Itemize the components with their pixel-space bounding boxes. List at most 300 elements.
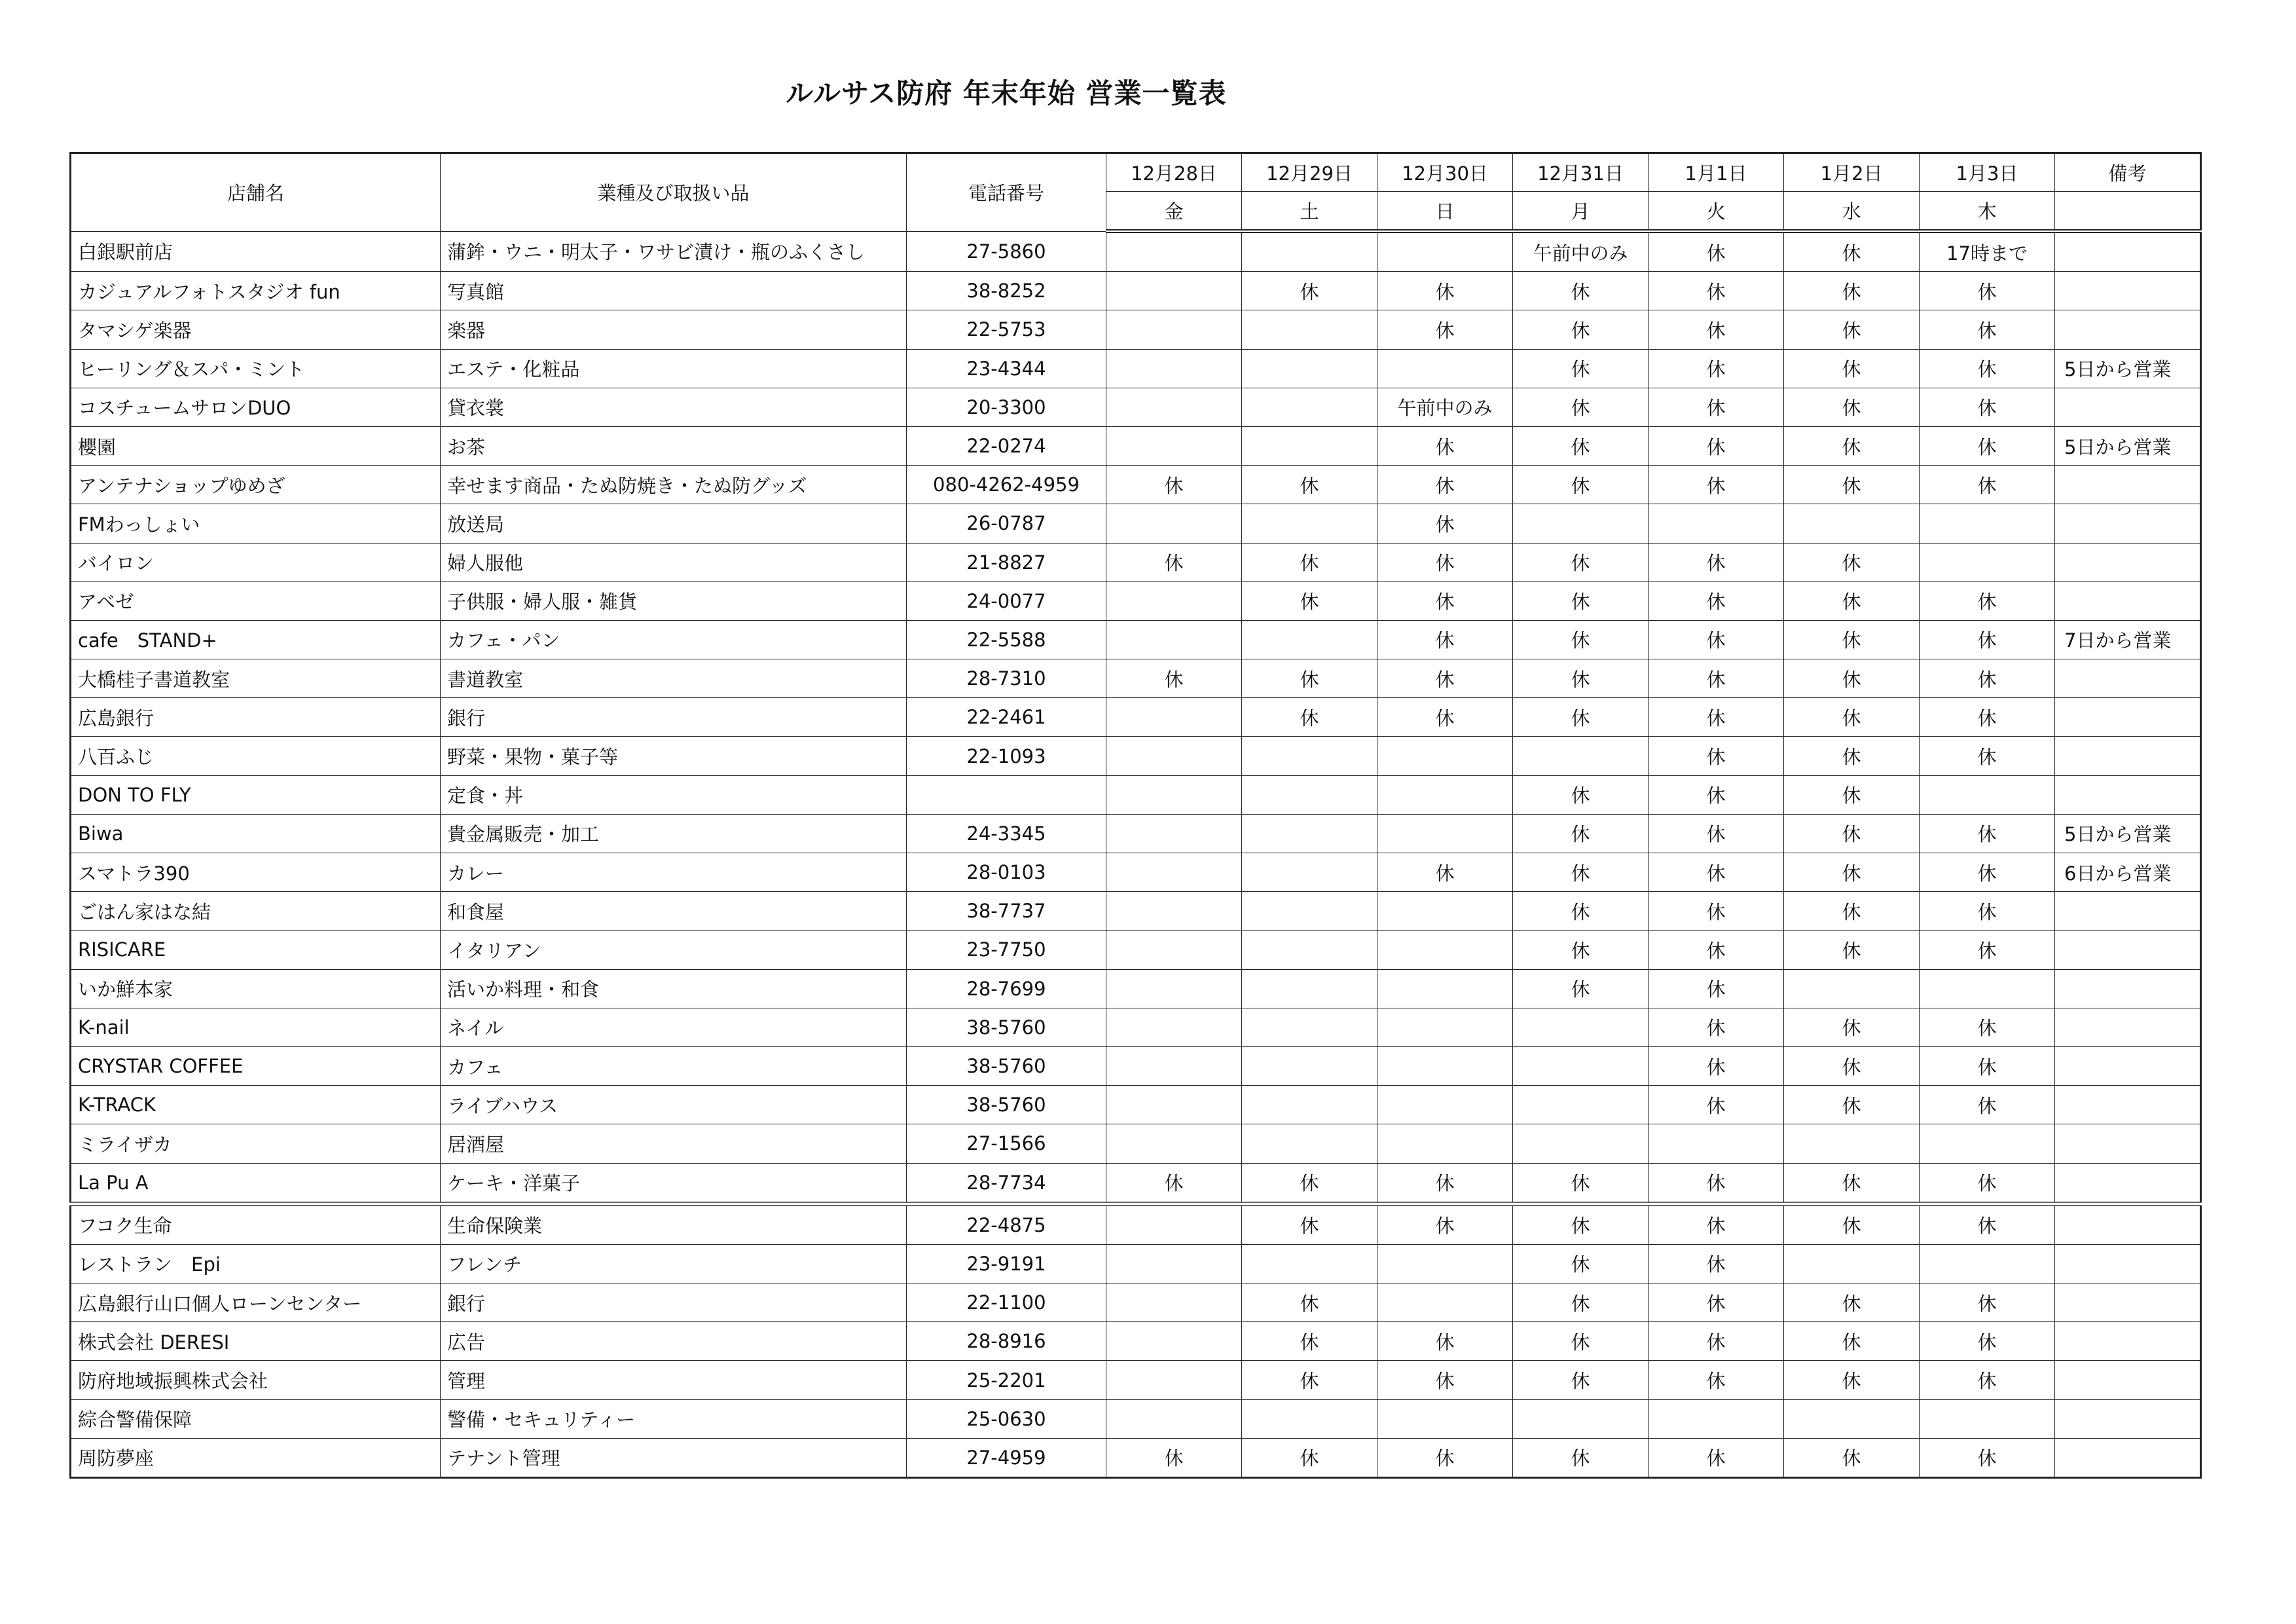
day-status-cell: 休	[1649, 814, 1784, 853]
day-status-cell	[1377, 814, 1513, 853]
day-status-cell	[1784, 1124, 1920, 1163]
day-status-cell: 休	[1377, 272, 1513, 310]
business-cell: カレー	[441, 853, 907, 892]
day-status-cell: 休	[1513, 620, 1649, 659]
note-cell: 7日から営業	[2055, 620, 2201, 659]
store-name-cell: ごはん家はな結	[71, 892, 441, 931]
day-status-cell: 休	[1513, 1361, 1649, 1399]
day-status-cell	[1377, 969, 1513, 1008]
day-status-cell: 休	[1784, 543, 1920, 581]
day-status-cell	[1106, 426, 1242, 465]
header-weekday: 水	[1784, 192, 1920, 232]
day-status-cell: 休	[1377, 581, 1513, 620]
note-cell	[2055, 231, 2201, 272]
day-status-cell: 休	[1784, 388, 1920, 426]
phone-cell: 38-5760	[907, 1086, 1106, 1124]
day-status-cell	[1106, 698, 1242, 737]
day-status-cell	[1513, 504, 1649, 543]
day-status-cell: 休	[1649, 1204, 1784, 1244]
day-status-cell: 休	[1784, 892, 1920, 931]
phone-cell: 27-1566	[907, 1124, 1106, 1163]
business-cell: ケーキ・洋菓子	[441, 1163, 907, 1204]
header-weekday: 月	[1513, 192, 1649, 232]
business-cell: 幸せます商品・たぬ防焼き・たぬ防グッズ	[441, 466, 907, 504]
day-status-cell	[1377, 1086, 1513, 1124]
day-status-cell: 休	[1920, 1204, 2055, 1244]
business-cell: 和食屋	[441, 892, 907, 931]
table-header	[71, 153, 2201, 232]
day-status-cell	[1920, 775, 2055, 814]
day-status-cell: 休	[1784, 1086, 1920, 1124]
day-status-cell	[1513, 1008, 1649, 1046]
day-status-cell: 休	[1920, 1046, 2055, 1085]
day-status-cell: 休	[1649, 737, 1784, 775]
day-status-cell: 休	[1377, 1322, 1513, 1361]
day-status-cell	[1242, 231, 1377, 272]
business-cell: 婦人服他	[441, 543, 907, 581]
table-row	[71, 272, 2201, 310]
store-name-cell: スマトラ390	[71, 853, 441, 892]
day-status-cell: 休	[1920, 814, 2055, 853]
page-title: ルルサス防府 年末年始 営業一覧表	[786, 77, 1227, 109]
day-status-cell: 休	[1920, 698, 2055, 737]
header-note-blank	[2055, 192, 2201, 232]
day-status-cell: 休	[1920, 1086, 2055, 1124]
day-status-cell	[1242, 853, 1377, 892]
day-status-cell	[1377, 231, 1513, 272]
day-status-cell	[1649, 504, 1784, 543]
store-name-cell: 防府地域振興株式会社	[71, 1361, 441, 1399]
day-status-cell	[1784, 504, 1920, 543]
day-status-cell	[1513, 1124, 1649, 1163]
store-name-cell: フコク生命	[71, 1204, 441, 1244]
day-status-cell: 休	[1920, 853, 2055, 892]
day-status-cell: 休	[1513, 543, 1649, 581]
day-status-cell	[1513, 1399, 1649, 1438]
note-cell	[2055, 1124, 2201, 1163]
table-row	[71, 1438, 2201, 1477]
day-status-cell	[1377, 1008, 1513, 1046]
day-status-cell: 休	[1513, 466, 1649, 504]
day-status-cell	[1377, 1244, 1513, 1283]
day-status-cell: 休	[1649, 349, 1784, 388]
note-cell	[2055, 272, 2201, 310]
table-row	[71, 969, 2201, 1008]
day-status-cell: 休	[1513, 1283, 1649, 1322]
day-status-cell: 休	[1649, 466, 1784, 504]
header-note: 備考	[2055, 153, 2201, 192]
store-name-cell: 八百ふじ	[71, 737, 441, 775]
day-status-cell: 休	[1242, 1322, 1377, 1361]
day-status-cell	[1106, 231, 1242, 272]
day-status-cell	[1106, 775, 1242, 814]
table-row	[71, 231, 2201, 272]
day-status-cell: 休	[1242, 1204, 1377, 1244]
day-status-cell: 休	[1106, 1163, 1242, 1204]
note-cell	[2055, 1283, 2201, 1322]
day-status-cell: 休	[1649, 1244, 1784, 1283]
day-status-cell: 休	[1784, 1204, 1920, 1244]
business-cell: 銀行	[441, 1283, 907, 1322]
day-status-cell: 休	[1784, 1046, 1920, 1085]
header-business: 業種及び取扱い品	[441, 153, 907, 232]
day-status-cell: 休	[1513, 659, 1649, 698]
note-cell	[2055, 388, 2201, 426]
day-status-cell: 休	[1649, 1008, 1784, 1046]
table-row	[71, 1163, 2201, 1204]
note-cell	[2055, 1399, 2201, 1438]
table-row	[71, 1086, 2201, 1124]
day-status-cell: 休	[1649, 1283, 1784, 1322]
header-name: 店舗名	[71, 153, 441, 232]
phone-cell: 25-0630	[907, 1399, 1106, 1438]
table-row	[71, 581, 2201, 620]
day-status-cell: 休	[1513, 1244, 1649, 1283]
note-cell	[2055, 1361, 2201, 1399]
business-cell: エステ・化粧品	[441, 349, 907, 388]
day-status-cell	[1649, 1124, 1784, 1163]
phone-cell: 28-7310	[907, 659, 1106, 698]
business-cell: フレンチ	[441, 1244, 907, 1283]
day-status-cell: 休	[1513, 969, 1649, 1008]
note-cell	[2055, 698, 2201, 737]
business-cell: お茶	[441, 426, 907, 465]
day-status-cell	[1242, 504, 1377, 543]
day-status-cell: 休	[1784, 1008, 1920, 1046]
table-body	[71, 231, 2201, 1478]
phone-cell: 23-7750	[907, 931, 1106, 969]
day-status-cell	[1106, 1124, 1242, 1163]
day-status-cell	[1106, 1361, 1242, 1399]
day-status-cell	[1106, 1008, 1242, 1046]
business-cell: 活いか料理・和食	[441, 969, 907, 1008]
business-cell: カフェ・パン	[441, 620, 907, 659]
day-status-cell: 休	[1377, 853, 1513, 892]
note-cell	[2055, 775, 2201, 814]
store-name-cell: DON TO FLY	[71, 775, 441, 814]
day-status-cell: 休	[1920, 737, 2055, 775]
business-hours-table	[69, 152, 2202, 1479]
day-status-cell	[1920, 1399, 2055, 1438]
note-cell	[2055, 466, 2201, 504]
day-status-cell: 休	[1920, 931, 2055, 969]
day-status-cell: 休	[1513, 1322, 1649, 1361]
note-cell	[2055, 581, 2201, 620]
header-date: 12月31日	[1513, 153, 1649, 192]
day-status-cell: 休	[1649, 272, 1784, 310]
phone-cell: 20-3300	[907, 388, 1106, 426]
day-status-cell: 休	[1920, 310, 2055, 349]
day-status-cell	[1106, 1322, 1242, 1361]
day-status-cell: 休	[1920, 1361, 2055, 1399]
phone-cell: 38-7737	[907, 892, 1106, 931]
day-status-cell	[1377, 892, 1513, 931]
day-status-cell	[1106, 1046, 1242, 1085]
day-status-cell	[1242, 620, 1377, 659]
table-row	[71, 1124, 2201, 1163]
day-status-cell: 休	[1513, 349, 1649, 388]
day-status-cell	[1242, 1008, 1377, 1046]
store-name-cell: ミライザカ	[71, 1124, 441, 1163]
day-status-cell	[1106, 349, 1242, 388]
store-name-cell: 株式会社 DERESI	[71, 1322, 441, 1361]
day-status-cell: 休	[1377, 1361, 1513, 1399]
day-status-cell	[1106, 892, 1242, 931]
day-status-cell	[1784, 1244, 1920, 1283]
day-status-cell: 休	[1242, 1438, 1377, 1477]
day-status-cell: 休	[1649, 659, 1784, 698]
day-status-cell	[1920, 504, 2055, 543]
day-status-cell: 休	[1649, 388, 1784, 426]
day-status-cell: 休	[1513, 426, 1649, 465]
day-status-cell: 休	[1784, 1322, 1920, 1361]
phone-cell: 38-5760	[907, 1046, 1106, 1085]
business-cell: 蒲鉾・ウニ・明太子・ワサビ漬け・瓶のふくさし	[441, 231, 907, 272]
day-status-cell: 休	[1649, 775, 1784, 814]
header-weekday: 土	[1242, 192, 1377, 232]
day-status-cell: 休	[1784, 853, 1920, 892]
day-status-cell: 休	[1649, 1046, 1784, 1085]
day-status-cell	[1377, 737, 1513, 775]
day-status-cell: 休	[1784, 1361, 1920, 1399]
day-status-cell: 休	[1377, 504, 1513, 543]
day-status-cell: 休	[1377, 1204, 1513, 1244]
day-status-cell: 休	[1649, 698, 1784, 737]
note-cell	[2055, 659, 2201, 698]
note-cell	[2055, 1008, 2201, 1046]
day-status-cell	[1242, 931, 1377, 969]
note-cell	[2055, 1046, 2201, 1085]
note-cell	[2055, 737, 2201, 775]
table-row	[71, 1244, 2201, 1283]
phone-cell: 21-8827	[907, 543, 1106, 581]
day-status-cell	[1513, 1046, 1649, 1085]
note-cell: 5日から営業	[2055, 349, 2201, 388]
table-row	[71, 504, 2201, 543]
day-status-cell: 休	[1649, 620, 1784, 659]
table-row	[71, 1322, 2201, 1361]
day-status-cell	[1106, 853, 1242, 892]
business-cell: 子供服・婦人服・雑貨	[441, 581, 907, 620]
day-status-cell	[1242, 1399, 1377, 1438]
day-status-cell: 休	[1377, 466, 1513, 504]
day-status-cell: 休	[1784, 931, 1920, 969]
table-row	[71, 466, 2201, 504]
store-name-cell: レストラン Epi	[71, 1244, 441, 1283]
store-name-cell: FMわっしょい	[71, 504, 441, 543]
note-cell	[2055, 1322, 2201, 1361]
table-row	[71, 620, 2201, 659]
day-status-cell: 休	[1377, 310, 1513, 349]
day-status-cell: 休	[1920, 659, 2055, 698]
store-name-cell: RISICARE	[71, 931, 441, 969]
day-status-cell: 休	[1784, 814, 1920, 853]
phone-cell: 23-9191	[907, 1244, 1106, 1283]
day-status-cell	[1784, 969, 1920, 1008]
table-row	[71, 698, 2201, 737]
phone-cell: 38-8252	[907, 272, 1106, 310]
day-status-cell: 休	[1513, 581, 1649, 620]
day-status-cell	[1513, 1086, 1649, 1124]
day-status-cell: 休	[1649, 892, 1784, 931]
business-cell: 管理	[441, 1361, 907, 1399]
day-status-cell: 休	[1377, 1163, 1513, 1204]
day-status-cell	[1106, 969, 1242, 1008]
day-status-cell: 休	[1649, 1438, 1784, 1477]
store-name-cell: cafe STAND+	[71, 620, 441, 659]
day-status-cell: 休	[1920, 349, 2055, 388]
store-name-cell: Biwa	[71, 814, 441, 853]
note-cell	[2055, 1438, 2201, 1477]
day-status-cell	[1242, 814, 1377, 853]
phone-cell: 22-2461	[907, 698, 1106, 737]
day-status-cell: 休	[1649, 1086, 1784, 1124]
day-status-cell	[1242, 349, 1377, 388]
day-status-cell: 休	[1920, 466, 2055, 504]
phone-cell: 27-5860	[907, 231, 1106, 272]
store-name-cell: タマシゲ楽器	[71, 310, 441, 349]
store-name-cell: K-nail	[71, 1008, 441, 1046]
day-status-cell	[1513, 737, 1649, 775]
day-status-cell: 休	[1649, 310, 1784, 349]
day-status-cell	[1242, 969, 1377, 1008]
business-cell: ライブハウス	[441, 1086, 907, 1124]
day-status-cell: 休	[1920, 1283, 2055, 1322]
day-status-cell: 休	[1920, 1163, 2055, 1204]
table-row	[71, 388, 2201, 426]
day-status-cell: 休	[1784, 310, 1920, 349]
table-row	[71, 310, 2201, 349]
table-row	[71, 1204, 2201, 1244]
table-row	[71, 349, 2201, 388]
phone-cell: 38-5760	[907, 1008, 1106, 1046]
phone-cell	[907, 775, 1106, 814]
day-status-cell	[1377, 1399, 1513, 1438]
day-status-cell	[1242, 1124, 1377, 1163]
day-status-cell	[1106, 272, 1242, 310]
note-cell: 5日から営業	[2055, 426, 2201, 465]
day-status-cell	[1106, 1204, 1242, 1244]
day-status-cell: 休	[1784, 775, 1920, 814]
business-cell: 広告	[441, 1322, 907, 1361]
table-row	[71, 853, 2201, 892]
phone-cell: 22-5753	[907, 310, 1106, 349]
business-cell: 銀行	[441, 698, 907, 737]
phone-cell: 25-2201	[907, 1361, 1106, 1399]
phone-cell: 28-0103	[907, 853, 1106, 892]
store-name-cell: CRYSTAR COFFEE	[71, 1046, 441, 1085]
header-date: 12月29日	[1242, 153, 1377, 192]
header-date: 12月28日	[1106, 153, 1242, 192]
day-status-cell: 休	[1784, 620, 1920, 659]
note-cell	[2055, 892, 2201, 931]
store-name-cell: K-TRACK	[71, 1086, 441, 1124]
header-weekday: 火	[1649, 192, 1784, 232]
day-status-cell	[1377, 1283, 1513, 1322]
header-date: 1月1日	[1649, 153, 1784, 192]
day-status-cell	[1106, 1283, 1242, 1322]
day-status-cell	[1106, 581, 1242, 620]
day-status-cell: 休	[1649, 1361, 1784, 1399]
table-row	[71, 892, 2201, 931]
store-name-cell: 綜合警備保障	[71, 1399, 441, 1438]
day-status-cell: 休	[1513, 272, 1649, 310]
day-status-cell: 午前中のみ	[1513, 231, 1649, 272]
day-status-cell: 休	[1920, 620, 2055, 659]
day-status-cell	[1106, 1399, 1242, 1438]
table-row	[71, 775, 2201, 814]
day-status-cell: 休	[1242, 1163, 1377, 1204]
store-name-cell: バイロン	[71, 543, 441, 581]
store-name-cell: カジュアルフォトスタジオ fun	[71, 272, 441, 310]
day-status-cell: 休	[1242, 581, 1377, 620]
day-status-cell: 休	[1377, 698, 1513, 737]
header-tel: 電話番号	[907, 153, 1106, 232]
day-status-cell: 休	[1920, 1438, 2055, 1477]
day-status-cell	[1242, 1244, 1377, 1283]
day-status-cell: 休	[1784, 698, 1920, 737]
day-status-cell	[1920, 1244, 2055, 1283]
phone-cell: 28-7699	[907, 969, 1106, 1008]
store-name-cell: 広島銀行山口個人ローンセンター	[71, 1283, 441, 1322]
store-name-cell: 大橋桂子書道教室	[71, 659, 441, 698]
store-name-cell: アベゼ	[71, 581, 441, 620]
business-cell: 警備・セキュリティー	[441, 1399, 907, 1438]
day-status-cell: 休	[1784, 272, 1920, 310]
store-name-cell: 白銀駅前店	[71, 231, 441, 272]
day-status-cell: 休	[1513, 892, 1649, 931]
day-status-cell	[1920, 969, 2055, 1008]
day-status-cell: 休	[1513, 853, 1649, 892]
table-row	[71, 1008, 2201, 1046]
table-row	[71, 543, 2201, 581]
day-status-cell: 休	[1649, 543, 1784, 581]
day-status-cell: 休	[1242, 1361, 1377, 1399]
table-row	[71, 1361, 2201, 1399]
business-cell: 貸衣裳	[441, 388, 907, 426]
day-status-cell: 休	[1649, 931, 1784, 969]
store-name-cell: アンテナショップゆめざ	[71, 466, 441, 504]
business-cell: 貴金属販売・加工	[441, 814, 907, 853]
phone-cell: 27-4959	[907, 1438, 1106, 1477]
day-status-cell: 休	[1784, 426, 1920, 465]
store-name-cell: 広島銀行	[71, 698, 441, 737]
note-cell	[2055, 310, 2201, 349]
day-status-cell: 休	[1106, 1438, 1242, 1477]
day-status-cell	[1106, 1244, 1242, 1283]
day-status-cell	[1377, 349, 1513, 388]
day-status-cell: 休	[1513, 310, 1649, 349]
note-cell	[2055, 1086, 2201, 1124]
phone-cell: 22-0274	[907, 426, 1106, 465]
day-status-cell: 休	[1649, 1163, 1784, 1204]
day-status-cell: 休	[1106, 466, 1242, 504]
note-cell	[2055, 931, 2201, 969]
phone-cell: 28-7734	[907, 1163, 1106, 1204]
table-row	[71, 1283, 2201, 1322]
day-status-cell: 休	[1513, 1204, 1649, 1244]
business-cell: ネイル	[441, 1008, 907, 1046]
day-status-cell: 休	[1920, 1008, 2055, 1046]
day-status-cell: 休	[1920, 581, 2055, 620]
table-row	[71, 931, 2201, 969]
day-status-cell: 休	[1242, 698, 1377, 737]
note-cell	[2055, 969, 2201, 1008]
day-status-cell: 休	[1784, 1283, 1920, 1322]
day-status-cell: 休	[1242, 659, 1377, 698]
day-status-cell: 休	[1920, 272, 2055, 310]
phone-cell: 22-1100	[907, 1283, 1106, 1322]
